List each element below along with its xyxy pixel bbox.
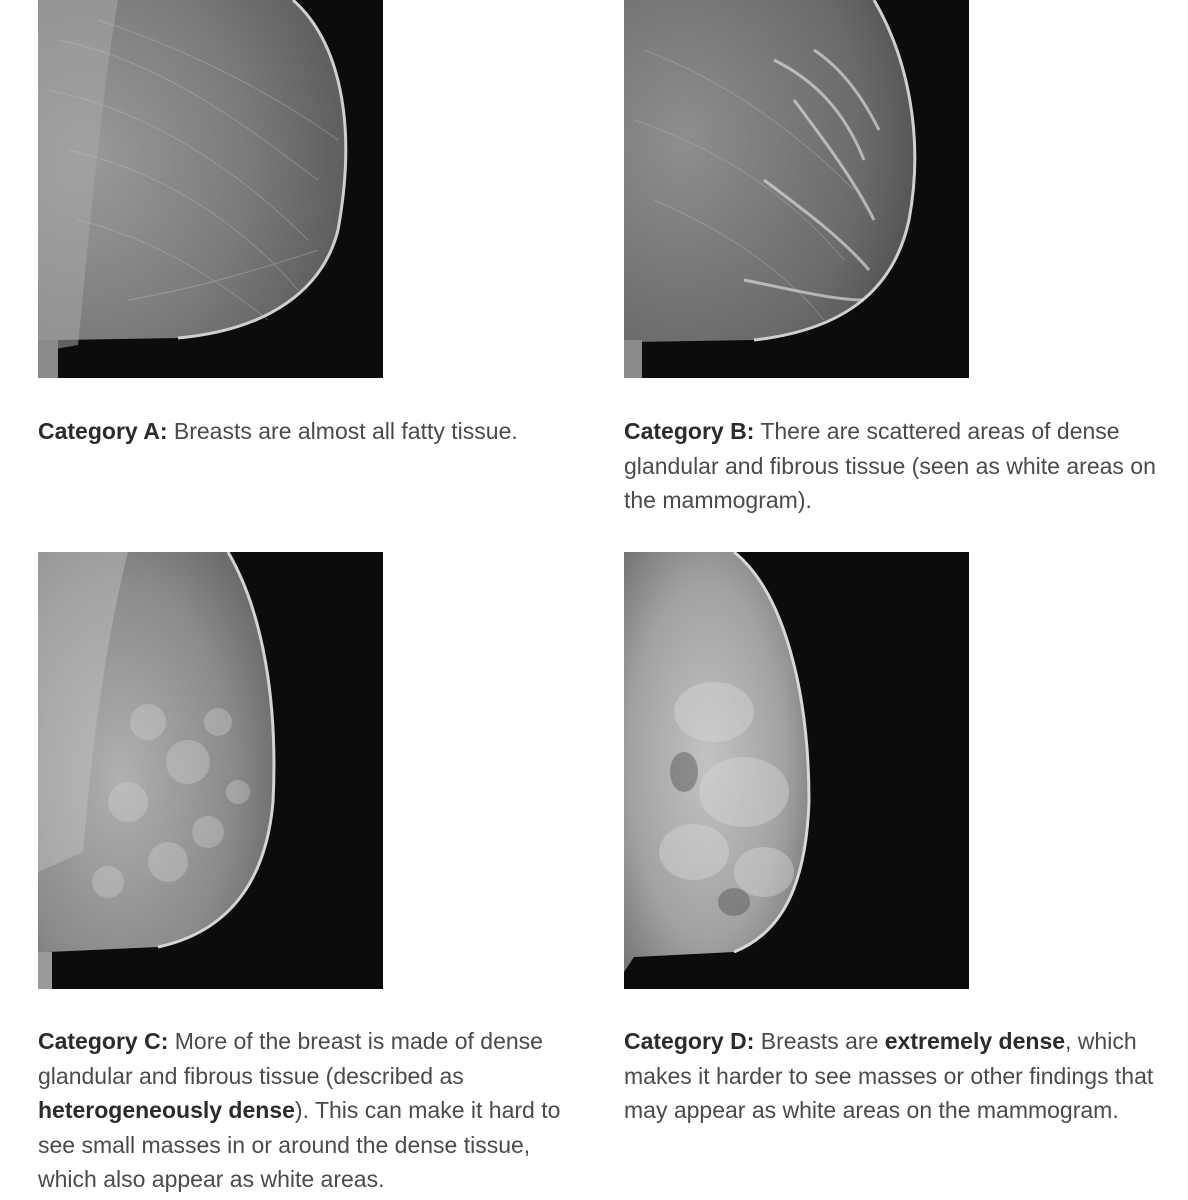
category-c-emphasis: heterogeneously dense [38,1097,295,1123]
mammogram-illustration [624,0,969,378]
caption-category-b [624,414,1169,518]
mammogram-illustration [38,552,383,989]
category-d-text-after: , which makes it harder to see masses or other findings that may appear as white areas on the mammogram. [624,1028,1154,1123]
category-b-text: There are scattered areas of dense glandular and fibrous tissue (seen as white areas on the mammogram). [624,418,1156,513]
mammogram-image-category-c [38,552,383,989]
category-a-label: Category A: [38,418,168,444]
category-d-text-before: Breasts are [754,1028,885,1054]
category-b-label: Category B: [624,418,755,444]
mammogram-image-category-b [624,0,969,378]
caption-category-a [38,414,583,449]
caption-category-c [38,1024,583,1197]
category-c-text-after: ). This can make it hard to see small masses in or around the dense tissue, which also appear as white areas. [38,1097,561,1192]
category-c-text-before: More of the breast is made of dense glandular and fibrous tissue (described as [38,1028,543,1089]
category-d-emphasis: extremely dense [884,1028,1066,1054]
caption-category-d [624,1024,1169,1128]
mammogram-illustration [624,552,969,989]
mammogram-illustration [38,0,383,378]
category-c-label: Category C: [38,1028,169,1054]
category-a-text: Breasts are almost all fatty tissue. [167,418,518,444]
category-d-label: Category D: [624,1028,755,1054]
mammogram-image-category-a [38,0,383,378]
mammogram-image-category-d [624,552,969,989]
